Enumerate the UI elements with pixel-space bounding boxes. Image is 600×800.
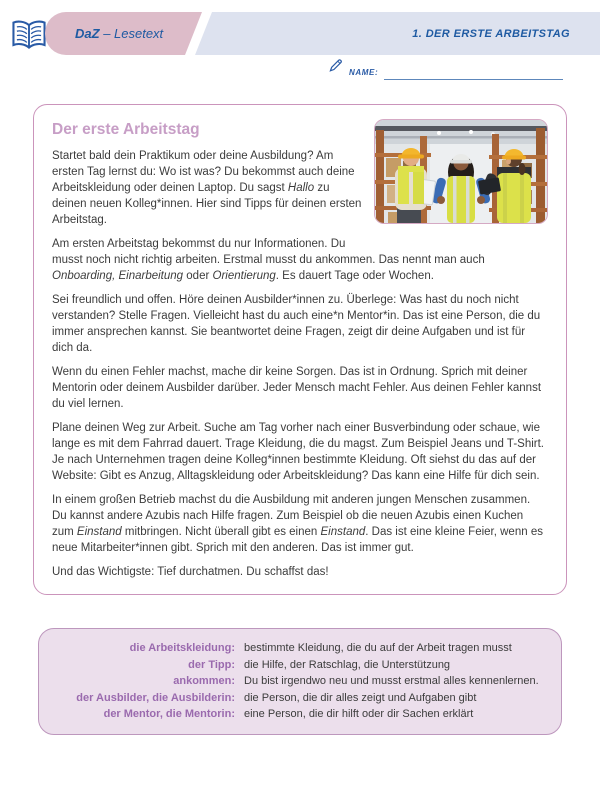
vocab-term: die Arbeitskleidung:: [129, 642, 235, 654]
vocab-definition: Du bist irgendwo neu und musst erstmal alles kennenlernen.: [244, 675, 539, 687]
paragraph: Startet bald dein Praktikum oder deine Ausbildung? Am ersten Tag lernst du: Wo ist was? Du bekommst auch deine Arbeitskleidung oder deinen Laptop. Du sagst Hallo zu deinen neuen Kolleg*innen. Hier sind Tipps für deinen ersten Arbeitstag.: [52, 150, 362, 226]
name-label: NAME:: [349, 68, 379, 77]
warehouse-workers-illustration: [375, 120, 547, 223]
vocab-term: der Mentor, die Mentorin:: [103, 708, 235, 720]
name-input-line[interactable]: [384, 63, 563, 80]
vocab-term: der Ausbilder, die Ausbilderin:: [76, 691, 235, 704]
vocab-definition: die Person, die dir alles zeigt und Aufgaben gibt: [244, 691, 477, 704]
badge-type-label: – Lesetext: [103, 26, 164, 41]
vocab-definition: eine Person, die dir hilft oder dir Sachen erklärt: [244, 708, 474, 720]
badge-program-label: DaZ: [75, 26, 100, 41]
open-book-icon: [10, 17, 48, 59]
vocab-row: [57, 706, 543, 723]
chapter-title: 1. DER ERSTE ARBEITSTAG: [412, 27, 570, 40]
paragraph: Wenn du einen Fehler machst, mache dir keine Sorgen. Das ist in Ordnung. Sprich mit deiner Mentorin oder deinem Ausbilder darüber. Jeder Mensch macht Fehler. Aus deinen Fehler kannst du viel lernen.: [52, 366, 542, 410]
paragraph: In einem großen Betrieb machst du die Ausbildung mit anderen jungen Menschen zusammen. Du kannst andere Azubis nach Hilfe fragen. Zum Beispiel ob die neuen Azubis einen Kuchen zum Einstand mitbringen. Nicht überall gibt es einen Einstand. Das ist eine kleine Feier, wenn es neue Mitarbeiter*innen gibt. Sprich mit den anderen. Das ist immer gut.: [52, 494, 543, 554]
vocab-row: [57, 673, 543, 690]
vocab-definition: die Hilfe, der Ratschlag, die Unterstützung: [244, 658, 451, 671]
vocab-row: [57, 640, 543, 657]
article-title: Der erste Arbeitstag: [52, 121, 200, 138]
name-row: [328, 58, 563, 80]
reading-text-box: [33, 104, 567, 595]
vocabulary-box: [38, 628, 562, 735]
paragraph: Plane deinen Weg zur Arbeit. Suche am Tag vorher nach einer Busverbindung oder schaue, wie lange es mit dem Fahrrad dauert. Trage Kleidung, die du magst. Zum Beispiel Jeans und T-Shirt. Je nach Unternehmen tragen deine Kolleg*innen bestimmte Kleidung. Oft siehst du das auf der Website: Gibt es Anzug, Alltagskleidung oder Arbeitskleidung? Das kann eine Hilfe für dich sein.: [52, 422, 544, 482]
paragraph: Am ersten Arbeitstag bekommst du nur Informationen. Du musst noch nicht richtig arbeiten. Erstmal musst du ankommen. Das nennt man auch Onboarding, Einarbeitung oder Orientierung. Es dauert Tage oder Wochen.: [52, 238, 485, 282]
workers-photo: [374, 119, 548, 224]
paragraph: Und das Wichtigste: Tief durchatmen. Du schaffst das!: [52, 566, 329, 578]
badge-label: [75, 26, 163, 41]
pencil-icon: [328, 58, 343, 80]
worksheet-type-badge: [45, 12, 185, 55]
vocab-row: [57, 657, 543, 674]
vocab-definition: bestimmte Kleidung, die du auf der Arbeit tragen musst: [244, 642, 512, 654]
vocab-row: [57, 690, 543, 707]
vocab-term: ankommen:: [173, 675, 235, 687]
paragraph: Sei freundlich und offen. Höre deinen Ausbilder*innen zu. Überlege: Was hast du noch nicht verstanden? Stelle Fragen. Vielleicht hast du auch eine*n Mentor*in. Das ist eine Person, die du immer ansprechen kannst. Sie beantwortet deine Fragen, zeigt dir deine Aufgaben und ist für dich da.: [52, 294, 541, 354]
vocab-term: der Tipp:: [188, 658, 235, 671]
chapter-ribbon: [212, 12, 600, 55]
